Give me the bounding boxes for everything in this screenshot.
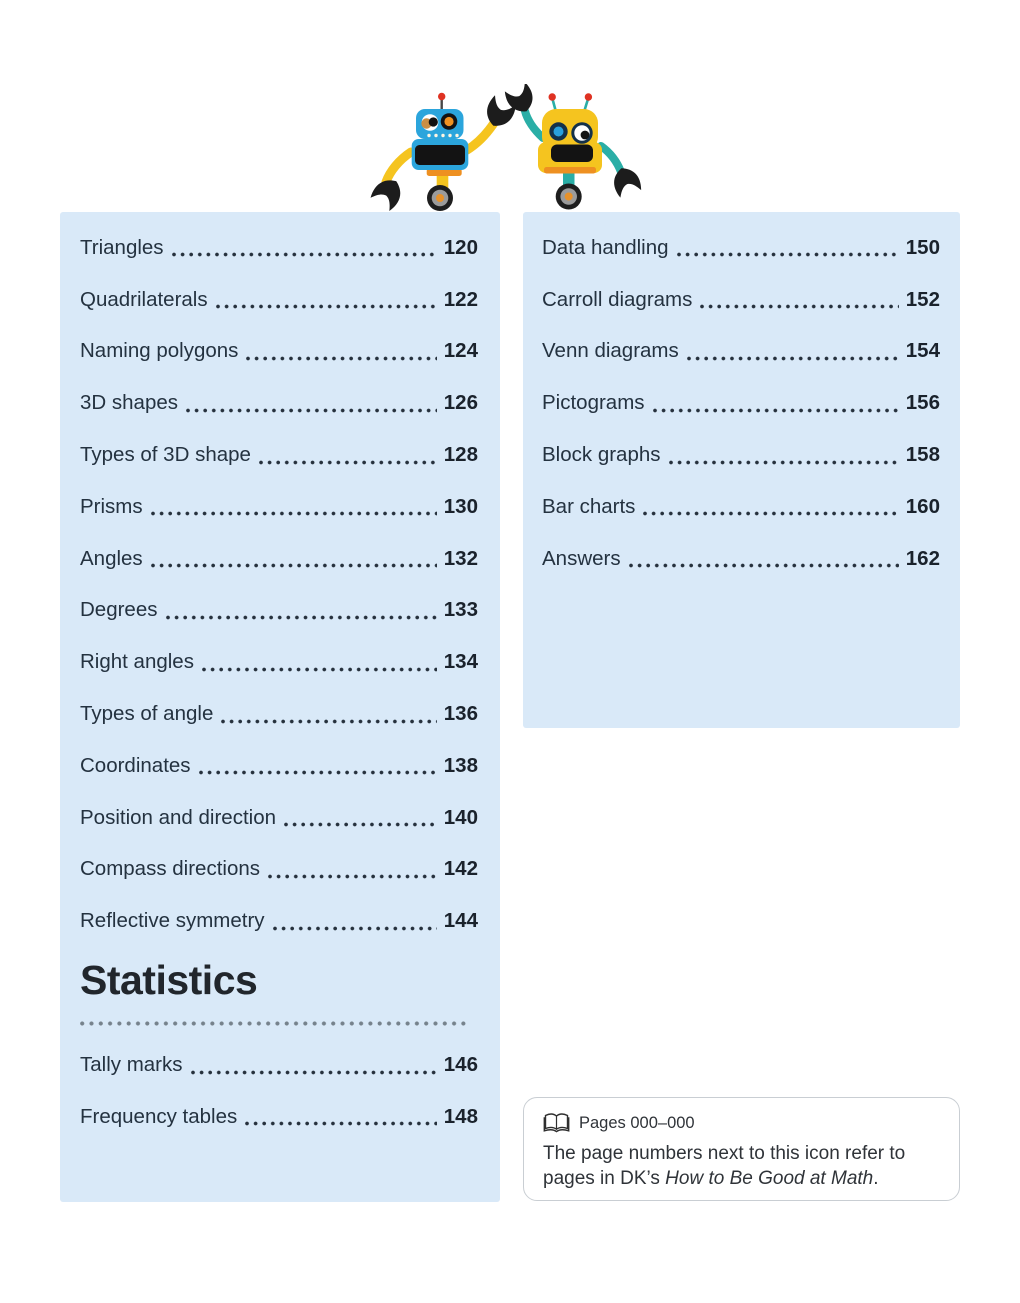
toc-entry-page: 148: [443, 1104, 478, 1128]
toc-entry-page: 132: [443, 546, 478, 570]
toc-entry-page: 156: [905, 391, 940, 415]
toc-entry: [80, 792, 478, 844]
toc-entry-page: 130: [443, 494, 478, 518]
toc-entry-page: 122: [443, 287, 478, 311]
toc-entry: [80, 895, 478, 947]
toc-entry-label: Frequency tables: [80, 1104, 238, 1128]
note-pages-label: Pages 000–000: [579, 1113, 695, 1132]
toc-entry-label: Coordinates: [80, 753, 191, 777]
dotted-leader: [191, 1070, 437, 1075]
toc-entry-page: 140: [443, 805, 478, 829]
toc-entry-label: Tally marks: [80, 1053, 183, 1077]
toc-entry: [80, 222, 478, 274]
toc-entry: [80, 585, 478, 637]
toc-entry-page: 158: [905, 443, 940, 467]
toc-entry: [542, 222, 940, 274]
toc-entry-page: 124: [443, 339, 478, 363]
toc-entry-label: Carroll diagrams: [542, 287, 693, 311]
dotted-leader: [687, 356, 899, 361]
toc-entry-page: 150: [905, 235, 940, 259]
dotted-leader: [199, 770, 437, 775]
toc-entry-page: 126: [443, 391, 478, 415]
toc-entry-label: Position and direction: [80, 805, 277, 829]
toc-entry-page: 128: [443, 443, 478, 467]
toc-entry: [80, 740, 478, 792]
toc-entry: [542, 274, 940, 326]
toc-entry-label: Quadrilaterals: [80, 287, 208, 311]
toc-entry-page: 162: [905, 546, 940, 570]
robots-illustration: [370, 84, 650, 213]
dotted-leader: [151, 511, 437, 516]
note-box: [523, 1097, 960, 1201]
toc-entry-page: 120: [443, 235, 478, 259]
dotted-leader: [186, 408, 437, 413]
toc-entry-label: Reflective symmetry: [80, 909, 265, 933]
toc-entry: [542, 481, 940, 533]
toc-entry-label: Block graphs: [542, 443, 661, 467]
dotted-leader: [216, 304, 437, 309]
toc-entry-label: Triangles: [80, 235, 164, 259]
toc-entry-label: Angles: [80, 546, 143, 570]
dotted-leader: [221, 719, 436, 724]
dotted-leader: [246, 356, 436, 361]
dotted-leader: [653, 408, 899, 413]
toc-entry: [80, 377, 478, 429]
dotted-leader: [700, 304, 898, 309]
toc-entry: [80, 274, 478, 326]
dotted-leader: [151, 563, 437, 568]
toc-entry-label: Bar charts: [542, 494, 636, 518]
toc-entry-label: Answers: [542, 546, 621, 570]
yellow-robot-icon: [503, 84, 643, 210]
dotted-leader: [166, 615, 437, 620]
toc-entry-page: 152: [905, 287, 940, 311]
toc-entry: [542, 429, 940, 481]
dotted-leader: [677, 252, 899, 257]
toc-entry-label: Right angles: [80, 650, 194, 674]
note-line2-prefix: pages in DK’s: [543, 1167, 666, 1189]
open-book-icon: [543, 1112, 570, 1134]
right-toc-panel: [523, 212, 960, 728]
toc-entry-label: 3D shapes: [80, 391, 179, 415]
toc-entry: [542, 377, 940, 429]
dotted-leader: [202, 667, 437, 672]
dotted-leader: [669, 460, 899, 465]
toc-entry: [542, 326, 940, 378]
toc-entry-label: Prisms: [80, 494, 143, 518]
toc-entry-label: Degrees: [80, 598, 158, 622]
dotted-leader: [259, 460, 437, 465]
note-line1: The page numbers next to this icon refer to: [543, 1143, 906, 1164]
toc-entry-label: Naming polygons: [80, 339, 239, 363]
dotted-leader: [245, 1121, 437, 1126]
dotted-leader: [643, 511, 898, 516]
dotted-leader: [268, 874, 437, 879]
toc-entry-page: 146: [443, 1053, 478, 1077]
note-head: [543, 1111, 939, 1135]
toc-entry: [80, 429, 478, 481]
dotted-leader: [172, 252, 437, 257]
toc-entry: [80, 1091, 478, 1143]
toc-entry-page: 134: [443, 650, 478, 674]
toc-entry: [80, 688, 478, 740]
note-line2-suffix: .: [873, 1167, 879, 1189]
dotted-leader: [629, 563, 899, 568]
toc-entry-page: 154: [905, 339, 940, 363]
toc-entry-label: Data handling: [542, 235, 669, 259]
toc-entry-page: 144: [443, 909, 478, 933]
toc-entry: [80, 636, 478, 688]
toc-entry: [542, 533, 940, 585]
toc-entry-label: Venn diagrams: [542, 339, 679, 363]
toc-entry-page: 133: [443, 598, 478, 622]
blue-robot-icon: [370, 93, 518, 212]
book-title: How to Be Good at Math: [665, 1167, 874, 1189]
dotted-leader: [284, 822, 437, 827]
toc-entry: [80, 533, 478, 585]
left-toc-panel: [60, 212, 500, 1202]
toc-entry-page: 160: [905, 494, 940, 518]
toc-entry: [80, 326, 478, 378]
section-divider-dots: [80, 1021, 469, 1026]
toc-entry-page: 142: [443, 857, 478, 881]
toc-entry: [80, 481, 478, 533]
toc-entry-page: 138: [443, 753, 478, 777]
toc-entry-label: Pictograms: [542, 391, 645, 415]
toc-entry: [80, 844, 478, 896]
toc-entry-label: Types of 3D shape: [80, 443, 251, 467]
toc-entry-label: Types of angle: [80, 702, 214, 726]
section-heading-statistics: Statistics: [80, 957, 258, 1004]
note-text: [543, 1142, 939, 1191]
dotted-leader: [273, 926, 437, 931]
toc-entry-label: Compass directions: [80, 857, 261, 881]
toc-entry: [80, 1039, 478, 1091]
statistics-entries: [80, 1039, 478, 1143]
toc-entry-page: 136: [443, 702, 478, 726]
